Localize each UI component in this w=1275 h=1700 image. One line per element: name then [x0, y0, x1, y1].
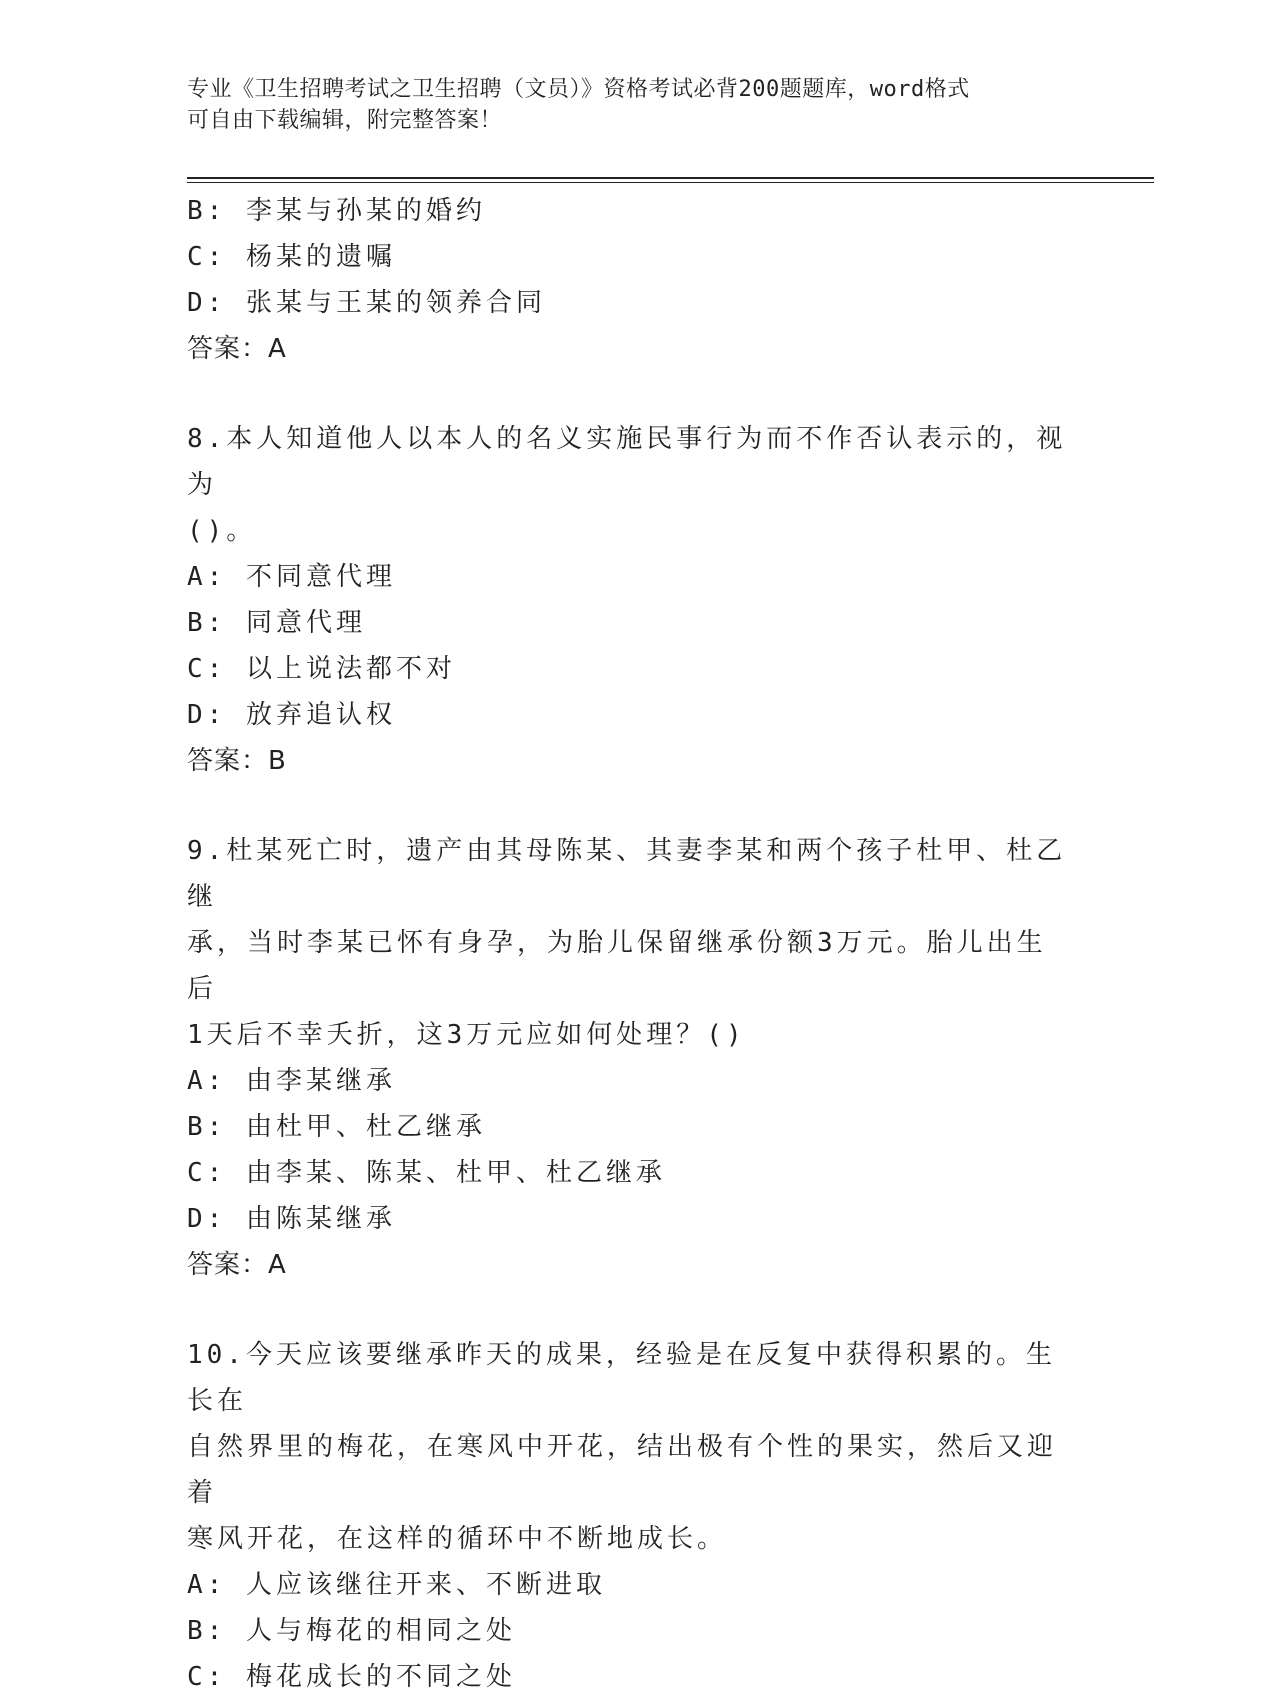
question-9-stem-line-1: 9.杜某死亡时，遗产由其母陈某、其妻李某和两个孩子杜甲、杜乙继 [187, 836, 1067, 912]
question-7-option-c: C: 杨某的遗嘱 [187, 242, 396, 272]
question-10-stem-line-3: 寒风开花，在这样的循环中不断地成长。 [187, 1524, 728, 1554]
header-title-line-1: 专业《卫生招聘考试之卫生招聘（文员）》资格考试必背200题题库，word格式 [187, 77, 970, 102]
question-9-option-a: A: 由李某继承 [187, 1066, 396, 1096]
header-divider-thick [187, 177, 1154, 179]
document-header [187, 74, 1067, 136]
question-10-option-c: C: 梅花成长的不同之处 [187, 1662, 516, 1692]
question-7-continued [187, 188, 1067, 372]
question-8-stem-line-1: 8.本人知道他人以本人的名义实施民事行为而不作否认表示的，视为 [187, 424, 1067, 500]
question-8-answer: 答案：B [187, 746, 287, 776]
question-10-stem-line-1: 10.今天应该要继承昨天的成果，经验是在反复中获得积累的。生长在 [187, 1340, 1056, 1416]
question-spacer [187, 1288, 1067, 1332]
question-list [187, 188, 1067, 1700]
question-10-option-a: A: 人应该继往开来、不断进取 [187, 1570, 606, 1600]
question-7-answer: 答案：A [187, 334, 287, 364]
question-9-option-b: B: 由杜甲、杜乙继承 [187, 1112, 486, 1142]
question-10-stem-line-2: 自然界里的梅花，在寒风中开花，结出极有个性的果实，然后又迎着 [187, 1432, 1058, 1508]
question-8-option-c: C: 以上说法都不对 [187, 654, 456, 684]
question-8-option-a: A: 不同意代理 [187, 562, 396, 592]
question-spacer [187, 372, 1067, 416]
question-9-stem-line-2: 承，当时李某已怀有身孕，为胎儿保留继承份额3万元。胎儿出生后 [187, 928, 1047, 1004]
question-8-option-b: B: 同意代理 [187, 608, 366, 638]
question-spacer [187, 784, 1067, 828]
question-9 [187, 828, 1067, 1288]
question-10-option-b: B: 人与梅花的相同之处 [187, 1616, 516, 1646]
question-8-option-d: D: 放弃追认权 [187, 700, 396, 730]
question-8 [187, 416, 1067, 784]
question-10 [187, 1332, 1067, 1700]
header-divider-thin [187, 182, 1154, 183]
question-8-stem-line-2: ()。 [187, 516, 257, 546]
question-9-stem-line-3: 1天后不幸夭折，这3万元应如何处理？() [187, 1020, 746, 1050]
question-9-answer: 答案：A [187, 1250, 287, 1280]
question-9-option-c: C: 由李某、陈某、杜甲、杜乙继承 [187, 1158, 666, 1188]
question-7-option-b: B: 李某与孙某的婚约 [187, 196, 486, 226]
header-title-line-2: 可自由下载编辑，附完整答案！ [187, 108, 503, 133]
question-9-option-d: D: 由陈某继承 [187, 1204, 396, 1234]
question-7-option-d: D: 张某与王某的领养合同 [187, 288, 546, 318]
